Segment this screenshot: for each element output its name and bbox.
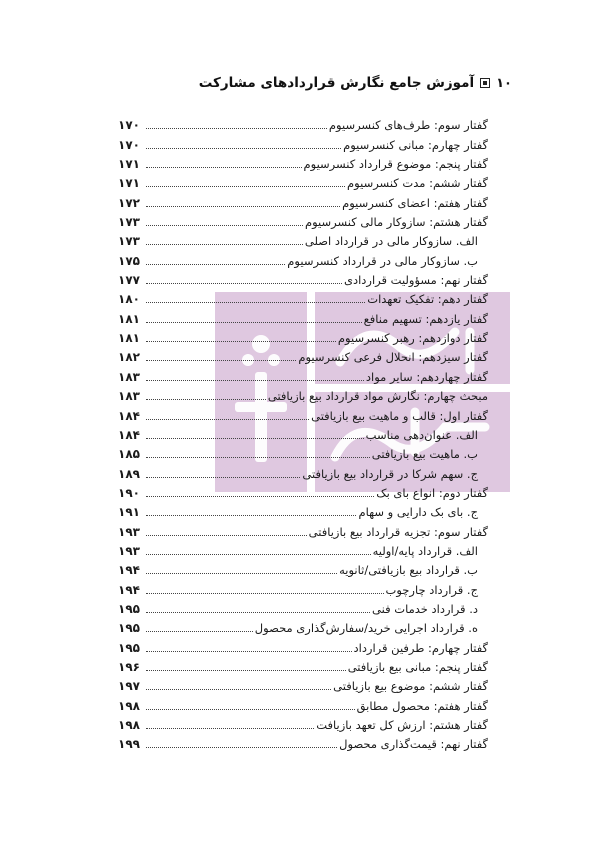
dot-leader [146, 302, 365, 303]
dot-leader [146, 670, 346, 671]
toc-entry [118, 558, 488, 577]
toc-entry-title: گفتار هشتم: سازوکار مالی کنسرسیوم [304, 215, 488, 230]
dot-leader [146, 399, 266, 400]
toc-entry [118, 423, 488, 442]
toc-entry [118, 616, 488, 635]
toc-entry-page: ۱۹۴ [118, 582, 140, 597]
toc-entry [118, 500, 488, 519]
toc-entry [118, 248, 488, 267]
toc-entry-page: ۱۸۳ [118, 369, 140, 384]
toc-entry-page: ۱۹۳ [118, 524, 140, 539]
toc-entry-page: ۱۸۴ [118, 408, 140, 423]
toc-entry-page: ۱۷۰ [118, 118, 140, 133]
dot-leader [146, 225, 303, 226]
toc-entry-page: ۱۹۳ [118, 543, 140, 558]
dot-leader [146, 438, 364, 439]
toc-entry-title: گفتار پنجم: موضوع قرارداد کنسرسیوم [303, 157, 488, 172]
toc-entry [118, 364, 488, 383]
toc-entry-page: ۱۹۸ [118, 718, 140, 732]
dot-leader [146, 573, 337, 574]
dot-leader [146, 554, 371, 555]
toc-entry-page: ۱۷۲ [118, 195, 140, 210]
toc-entry-title: ه. قرارداد اجرایی خرید/سفارش‌گذاری محصول [254, 621, 478, 636]
toc-entry [118, 171, 488, 190]
toc-entry [118, 481, 488, 500]
toc-entry [118, 461, 488, 480]
toc-entry-title: الف. قرارداد پایه/اولیه [372, 543, 478, 558]
toc-entry [118, 210, 488, 229]
toc-entry [118, 190, 488, 209]
dot-leader [146, 148, 341, 149]
toc-entry-page: ۱۹۸ [118, 698, 140, 713]
toc-entry [118, 287, 488, 306]
toc-entry-title: گفتار ششم: موضوع بیع بازیافتی [333, 679, 488, 694]
toc-entry [118, 306, 488, 325]
toc-entry-page: ۱۷۳ [118, 215, 140, 230]
toc-entry-title: گفتار ششم: مدت کنسرسیوم [347, 176, 488, 191]
toc-entry-title: گفتار چهاردهم: سایر مواد [365, 369, 488, 384]
dot-leader [146, 651, 352, 652]
dot-leader [146, 612, 370, 613]
toc-entry-page: ۱۹۰ [118, 485, 140, 500]
toc-entry-title: گفتار دوازدهم: رهبر کنسرسیوم [337, 331, 488, 346]
toc-entry [118, 674, 488, 693]
toc-entry-title: گفتار هفتم: محصول مطابق [356, 698, 488, 713]
dot-leader [146, 380, 364, 381]
toc-entry [118, 384, 488, 403]
toc-entry-title: ب. سازوکار مالی در قرارداد کنسرسیوم [287, 253, 478, 268]
toc-entry [118, 229, 488, 248]
dot-leader [146, 341, 336, 342]
toc-entry [118, 113, 488, 132]
toc-entry-title: گفتار پنجم: مبانی بیع بازیافتی [347, 659, 488, 674]
toc-entry-title: ج. سهم شرکا در قرارداد بیع بازیافتی [302, 466, 478, 481]
dot-leader [146, 128, 327, 129]
dot-leader [146, 419, 309, 420]
toc-entry-title: گفتار دهم: تفکیک تعهدات [367, 292, 488, 307]
running-header [88, 72, 512, 94]
toc-entry-page: ۱۷۱ [118, 176, 140, 191]
toc-entry [118, 577, 488, 596]
toc-entry-page: ۱۸۴ [118, 427, 140, 442]
dot-leader [146, 206, 340, 207]
toc-entry-title: الف. عنوان‌دهی مناسب [365, 427, 478, 442]
dot-leader [146, 360, 296, 361]
toc-entry [118, 132, 488, 151]
toc-entry-title: گفتار سوم: طرف‌های کنسرسیوم [328, 118, 488, 133]
toc-entry-title: گفتار چهارم: طرفین قرارداد [353, 640, 488, 655]
dot-leader [146, 264, 285, 265]
toc-entry-page: ۱۹۴ [118, 563, 140, 578]
toc-entry-title: گفتار سیزدهم: انحلال فرعی کنسرسیوم [298, 350, 488, 365]
toc-entry [118, 268, 488, 287]
toc-entry [118, 732, 488, 751]
toc-entry-page: ۱۸۱ [118, 311, 140, 326]
dot-leader [146, 709, 355, 710]
toc-entry-page: ۱۹۹ [118, 737, 140, 752]
dot-leader [146, 728, 314, 729]
toc-entry-page: ۱۸۱ [118, 331, 140, 346]
dot-leader [146, 322, 362, 323]
toc-entry [118, 693, 488, 712]
toc-entry-page: ۱۹۱ [118, 505, 140, 520]
toc-entry-title: گفتار دوم: انواع بای بک [376, 485, 488, 500]
toc-entry-title: ج. بای بک دارایی و سهام [358, 505, 478, 520]
dot-leader [146, 689, 331, 690]
toc-entry [118, 345, 488, 364]
toc-entry [118, 655, 488, 674]
dot-leader [146, 283, 342, 284]
toc-entry-title: گفتار هشتم: ارزش کل تعهد بازیافت [316, 718, 488, 732]
toc-entry-page: ۱۷۷ [118, 273, 140, 288]
toc-entry-title: د. قرارداد خدمات فنی [372, 601, 478, 616]
dot-leader [146, 593, 384, 594]
dot-leader [146, 535, 307, 536]
toc-entry [118, 713, 488, 732]
toc-entry-title: ب. قرارداد بیع بازیافتی/ثانویه [339, 563, 478, 578]
toc-entry [118, 519, 488, 538]
toc-entry-page: ۱۹۵ [118, 621, 140, 636]
toc-entry-page: ۱۷۵ [118, 253, 140, 268]
page-number: ۱۰ [496, 75, 512, 91]
toc-entry-page: ۱۸۳ [118, 389, 140, 404]
dot-leader [146, 186, 345, 187]
toc-entry-title: گفتار سوم: تجزیه قرارداد بیع بازیافتی [308, 524, 488, 539]
toc-entry-page: ۱۷۱ [118, 157, 140, 172]
toc-entry-page: ۱۷۰ [118, 137, 140, 152]
toc-entry-title: گفتار نهم: مسؤولیت قراردادی [343, 273, 488, 288]
dot-leader [146, 167, 302, 168]
toc-entry-title: مبحث چهارم: نگارش مواد قرارداد بیع بازیافتی [267, 389, 488, 404]
toc-entry-title: گفتار چهارم: مبانی کنسرسیوم [343, 137, 488, 152]
toc-entry-page: ۱۸۵ [118, 447, 140, 462]
toc-entry-title: گفتار اول: قالب و ماهیت بیع بازیافتی [311, 408, 488, 423]
book-title: آموزش جامع نگارش قراردادهای مشارکت [198, 75, 475, 91]
dot-leader [146, 496, 374, 497]
toc-entry-page: ۱۷۳ [118, 234, 140, 249]
dot-leader [146, 477, 300, 478]
toc-entry [118, 635, 488, 654]
toc-entry [118, 539, 488, 558]
toc-entry-title: ب. ماهیت بیع بازیافتی [371, 447, 478, 462]
dot-leader [146, 515, 356, 516]
toc-entry [118, 442, 488, 461]
toc-entry [118, 326, 488, 345]
toc-entry-page: ۱۸۰ [118, 292, 140, 307]
square-ornament-icon [480, 78, 490, 88]
toc-entry [118, 403, 488, 422]
toc-entry-page: ۱۸۹ [118, 466, 140, 481]
toc-entry-page: ۱۹۶ [118, 659, 140, 674]
toc-entry-page: ۱۹۵ [118, 601, 140, 616]
toc-entry-title: گفتار نهم: قیمت‌گذاری محصول [339, 737, 488, 752]
dot-leader [146, 631, 253, 632]
toc-entry-title: الف. سازوکار مالی در قرارداد اصلی [304, 234, 478, 249]
dot-leader [146, 244, 303, 245]
toc-entry-page: ۱۹۵ [118, 640, 140, 655]
toc-entry-title: گفتار یازدهم: تسهیم منافع [363, 311, 488, 326]
toc-entry-title: ج. قرارداد چارچوب [385, 582, 478, 597]
toc-entry [118, 597, 488, 616]
toc-entry-title: گفتار هفتم: اعضای کنسرسیوم [342, 195, 488, 210]
dot-leader [146, 457, 370, 458]
toc-entry-page: ۱۹۷ [118, 679, 140, 694]
dot-leader [146, 747, 337, 748]
table-of-contents [118, 113, 488, 751]
toc-entry-page: ۱۸۲ [118, 350, 140, 365]
toc-entry [118, 152, 488, 171]
